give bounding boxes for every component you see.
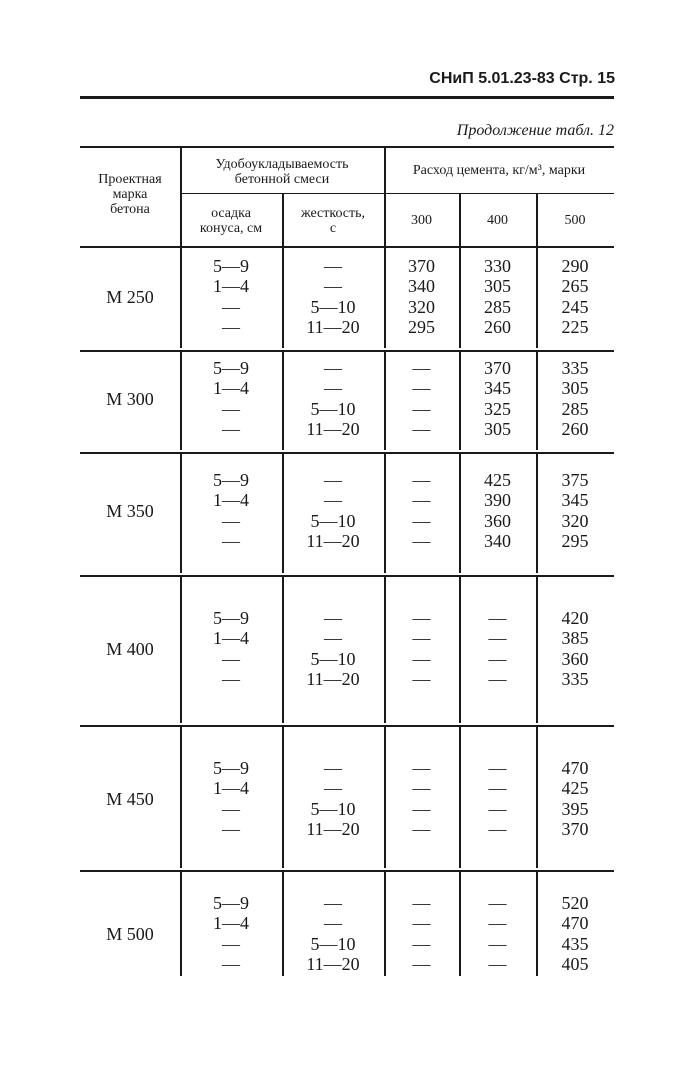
cement-500-cell: 385	[561, 628, 589, 649]
cement-300-cell: —	[412, 893, 431, 913]
cement-500-cell: 345	[561, 490, 589, 511]
cement-500-cell: 225	[561, 316, 589, 337]
cement-300-cell: —	[412, 510, 431, 531]
stiffness-cell: 5—10	[310, 398, 356, 419]
cement-300-cell: 320	[408, 296, 435, 317]
cement-500-cell: 335	[561, 668, 589, 689]
stiffness-cell: 5—10	[310, 296, 356, 317]
group-separator	[80, 452, 614, 454]
stiffness-cell: 11—20	[306, 418, 360, 439]
cement-300-cell: 340	[408, 276, 435, 297]
header-bottom-rule	[80, 246, 614, 248]
table-top-rule	[80, 146, 614, 148]
stiffness-cell: 11—20	[306, 818, 360, 839]
cement-500-cell: 295	[561, 530, 589, 551]
cement-300-cell: —	[412, 933, 431, 954]
cement-300-cell: —	[412, 530, 431, 551]
stiffness-cell: 5—10	[310, 510, 356, 531]
stiffness-cell: —	[324, 913, 342, 934]
cement-400-cell: —	[488, 648, 507, 669]
slump-cell: —	[222, 798, 240, 819]
cement-400-cell: —	[488, 668, 507, 689]
cement-500-cell: 260	[561, 418, 589, 439]
cement-400-cell: —	[488, 758, 507, 778]
header-cement-grade: 500	[564, 213, 586, 228]
cement-300-cell: —	[412, 778, 431, 799]
cement-300-cell: 295	[408, 316, 435, 337]
stiffness-cell: 11—20	[306, 953, 360, 974]
slump-cell: 1—4	[213, 778, 249, 799]
cement-400-cell: 370	[484, 358, 511, 378]
header-cement-grade: 300	[411, 213, 432, 228]
slump-cell: —	[222, 818, 240, 839]
cement-500-cell: 405	[561, 953, 589, 974]
cement-300-cell: 370	[408, 256, 435, 276]
header-slump-line: конуса, см	[199, 221, 263, 236]
cement-300-cell: —	[412, 628, 431, 649]
cement-400-cell: —	[488, 913, 507, 934]
header-workability-line: Удобоукладываемость	[215, 157, 349, 172]
header-consumption: Расход цемента, кг/м³, марки	[412, 163, 586, 178]
cement-400-cell: —	[488, 818, 507, 839]
grade-label: М 500	[106, 923, 154, 944]
cement-500-cell: 370	[561, 818, 589, 839]
header-workability-line: бетонной смеси	[234, 172, 330, 187]
cement-500-cell: 470	[561, 758, 589, 778]
cement-300-cell: —	[412, 798, 431, 819]
header-grade-line: марка	[112, 187, 148, 202]
cement-400-cell: 285	[484, 296, 511, 317]
cement-400-cell: 330	[484, 256, 511, 276]
stiffness-cell: —	[324, 490, 342, 511]
cement-500-cell: 360	[561, 648, 589, 669]
group-separator	[80, 350, 614, 352]
stiffness-cell: —	[324, 470, 342, 490]
header-cement-grade: 400	[487, 213, 508, 228]
header-stiffness-line: с	[329, 221, 337, 236]
cement-500-cell: 305	[561, 378, 589, 399]
slump-cell: 1—4	[213, 913, 249, 934]
header-sub-rule-right	[384, 193, 614, 194]
cement-300-cell: —	[412, 398, 431, 419]
group-separator	[80, 870, 614, 872]
stiffness-cell: —	[324, 276, 342, 297]
stiffness-cell: —	[324, 256, 342, 276]
slump-cell: —	[222, 296, 240, 317]
slump-cell: —	[222, 668, 240, 689]
stiffness-cell: 5—10	[310, 933, 356, 954]
header-rule	[80, 96, 614, 99]
stiffness-cell: —	[324, 628, 342, 649]
slump-cell: —	[222, 316, 240, 337]
cement-400-cell: —	[488, 608, 507, 628]
cement-400-cell: —	[488, 893, 507, 913]
cement-500-cell: 470	[561, 913, 589, 934]
stiffness-cell: 5—10	[310, 798, 356, 819]
cement-500-cell: 420	[561, 608, 589, 628]
slump-cell: —	[222, 933, 240, 954]
cement-300-cell: —	[412, 608, 431, 628]
stiffness-cell: —	[324, 758, 342, 778]
header-stiffness-line: жесткость,	[300, 206, 366, 221]
grade-label: М 450	[106, 788, 154, 809]
cement-500-cell: 320	[561, 510, 589, 531]
cement-400-cell: —	[488, 628, 507, 649]
cement-500-cell: 375	[561, 470, 589, 490]
cement-400-cell: 305	[484, 418, 511, 439]
cement-500-cell: 290	[561, 256, 589, 276]
cement-400-cell: —	[488, 953, 507, 974]
cement-400-cell: 425	[484, 470, 511, 490]
cement-400-cell: 360	[484, 510, 511, 531]
stiffness-cell: —	[324, 378, 342, 399]
cement-500-cell: 395	[561, 798, 589, 819]
grade-label: М 350	[106, 500, 154, 521]
stiffness-cell: —	[324, 778, 342, 799]
slump-cell: 1—4	[213, 378, 249, 399]
page-header: СНиП 5.01.23-83 Стр. 15	[429, 70, 615, 87]
cement-500-cell: 520	[561, 893, 589, 913]
cement-400-cell: 260	[484, 316, 511, 337]
slump-cell: 5—9	[213, 608, 249, 628]
stiffness-cell: —	[324, 608, 342, 628]
cement-500-cell: 245	[561, 296, 589, 317]
cement-500-cell: 435	[561, 933, 589, 954]
cement-300-cell: —	[412, 490, 431, 511]
slump-cell: 5—9	[213, 758, 249, 778]
slump-cell: —	[222, 648, 240, 669]
slump-cell: 5—9	[213, 256, 249, 276]
slump-cell: 1—4	[213, 490, 249, 511]
stiffness-cell: 11—20	[306, 530, 360, 551]
slump-cell: 1—4	[213, 628, 249, 649]
header-divider	[384, 146, 386, 246]
table-caption: Продолжение табл. 12	[456, 122, 614, 139]
header-grade-line: Проектная	[98, 172, 162, 187]
header-slump-line: осадка	[211, 206, 251, 221]
stiffness-cell: 11—20	[306, 316, 360, 337]
slump-cell: —	[222, 510, 240, 531]
cement-400-cell: —	[488, 933, 507, 954]
stiffness-cell: 11—20	[306, 668, 360, 689]
cement-300-cell: —	[412, 648, 431, 669]
header-grade-line: бетона	[110, 202, 150, 217]
cement-400-cell: 340	[484, 530, 511, 551]
slump-cell: —	[222, 418, 240, 439]
grade-label: М 300	[106, 388, 154, 409]
cement-300-cell: —	[412, 470, 431, 490]
cement-400-cell: —	[488, 778, 507, 799]
slump-cell: 5—9	[213, 358, 249, 378]
cement-400-cell: 390	[484, 490, 511, 511]
slump-cell: —	[222, 953, 240, 974]
cement-400-cell: 345	[484, 378, 511, 399]
cement-500-cell: 425	[561, 778, 589, 799]
group-separator	[80, 575, 614, 577]
cement-300-cell: —	[412, 378, 431, 399]
cement-400-cell: —	[488, 798, 507, 819]
slump-cell: —	[222, 530, 240, 551]
group-separator	[80, 725, 614, 727]
cement-400-cell: 325	[484, 398, 511, 419]
stiffness-cell: —	[324, 893, 342, 913]
slump-cell: 1—4	[213, 276, 249, 297]
stiffness-cell: 5—10	[310, 648, 356, 669]
stiffness-cell: —	[324, 358, 342, 378]
cement-300-cell: —	[412, 358, 431, 378]
cement-300-cell: —	[412, 818, 431, 839]
slump-cell: 5—9	[213, 893, 249, 913]
cement-300-cell: —	[412, 913, 431, 934]
slump-cell: 5—9	[213, 470, 249, 490]
cement-300-cell: —	[412, 953, 431, 974]
cement-300-cell: —	[412, 418, 431, 439]
cement-400-cell: 305	[484, 276, 511, 297]
grade-label: М 250	[106, 286, 154, 307]
cement-500-cell: 335	[561, 358, 589, 378]
slump-cell: —	[222, 398, 240, 419]
grade-label: М 400	[106, 638, 154, 659]
cement-500-cell: 285	[561, 398, 589, 419]
cement-300-cell: —	[412, 758, 431, 778]
cement-500-cell: 265	[561, 276, 589, 297]
cement-300-cell: —	[412, 668, 431, 689]
